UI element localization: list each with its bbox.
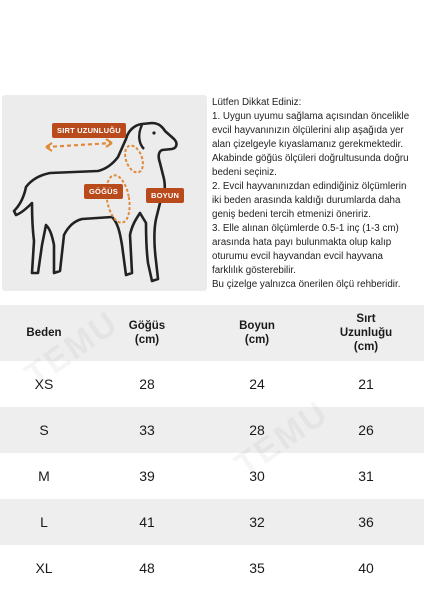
header-back-length: Sırt Uzunluğu (cm): [339, 313, 393, 353]
notes-line: evcil hayvanınızın ölçülerini alıp aşağıda yer: [212, 125, 404, 136]
back-length-arrow: [46, 143, 112, 147]
back-length-tag: SIRT UZUNLUĞU: [52, 123, 126, 138]
cell-size: XS: [34, 376, 54, 392]
table-header-row: [0, 305, 424, 361]
size-table: [0, 305, 424, 591]
dog-ear: [139, 125, 144, 149]
cell-neck: 30: [249, 468, 265, 484]
table-row: [0, 453, 424, 499]
notes-line: alan çizelgeyle kıyaslamanız gerekmektedir.: [212, 139, 404, 150]
cell-back-length: 21: [358, 376, 374, 392]
cell-size: XL: [35, 560, 53, 576]
cell-back-length: 40: [358, 560, 374, 576]
table-row: [0, 545, 424, 591]
notes-line: 2. Evcil hayvanınızdan edindiğiniz ölçümlerin: [212, 181, 407, 192]
cell-size: M: [38, 468, 50, 484]
notes-line: bedeni seçiniz.: [212, 167, 277, 178]
cell-chest: 48: [139, 560, 155, 576]
cell-neck: 35: [249, 560, 265, 576]
dog-measurement-diagram: [2, 95, 207, 291]
cell-neck: 24: [249, 376, 265, 392]
cell-neck: 28: [249, 422, 265, 438]
notes-line: Akabinde göğüs ölçüleri doğrultusunda doğru: [212, 153, 409, 164]
dog-eye: [152, 131, 155, 134]
cell-chest: 33: [139, 422, 155, 438]
cell-size: L: [40, 514, 48, 530]
notes-title: Lütfen Dikkat Ediniz:: [212, 97, 302, 108]
header-neck: Boyun (cm): [239, 320, 275, 346]
chest-tag: GÖĞÜS: [84, 184, 123, 199]
notes-line: geniş bedeni tercih etmenizi öneririz.: [212, 209, 372, 220]
notes-line: 1. Uygun uyumu sağlama açısından öncelikle: [212, 111, 410, 122]
table-row: [0, 361, 424, 407]
cell-chest: 39: [139, 468, 155, 484]
table-row: [0, 499, 424, 545]
cell-size: S: [39, 422, 49, 438]
notes-line: oturumu evcil hayvandan evcil hayvana: [212, 251, 384, 262]
header-size: Beden: [26, 327, 62, 339]
table-row: [0, 407, 424, 453]
notes-line: Bu çizelge yalnızca önerilen ölçü rehberidir.: [212, 279, 401, 290]
cell-neck: 32: [249, 514, 265, 530]
neck-tag: BOYUN: [146, 188, 184, 203]
cell-chest: 28: [139, 376, 155, 392]
cell-back-length: 26: [358, 422, 374, 438]
notes-line: iki beden arasında kaldığı durumlarda daha: [212, 195, 401, 206]
notes-line: 3. Elle alınan ölçümlerde 0.5-1 inç (1-3 cm): [212, 223, 399, 234]
notes-line: farklılık gösterebilir.: [212, 265, 296, 276]
measurement-notes: [212, 96, 424, 292]
notes-line: arasında hata payı bulunmakta olup kalıp: [212, 237, 392, 248]
cell-chest: 41: [139, 514, 155, 530]
header-chest: Göğüs (cm): [128, 320, 166, 346]
cell-back-length: 36: [358, 514, 374, 530]
cell-back-length: 31: [358, 468, 374, 484]
